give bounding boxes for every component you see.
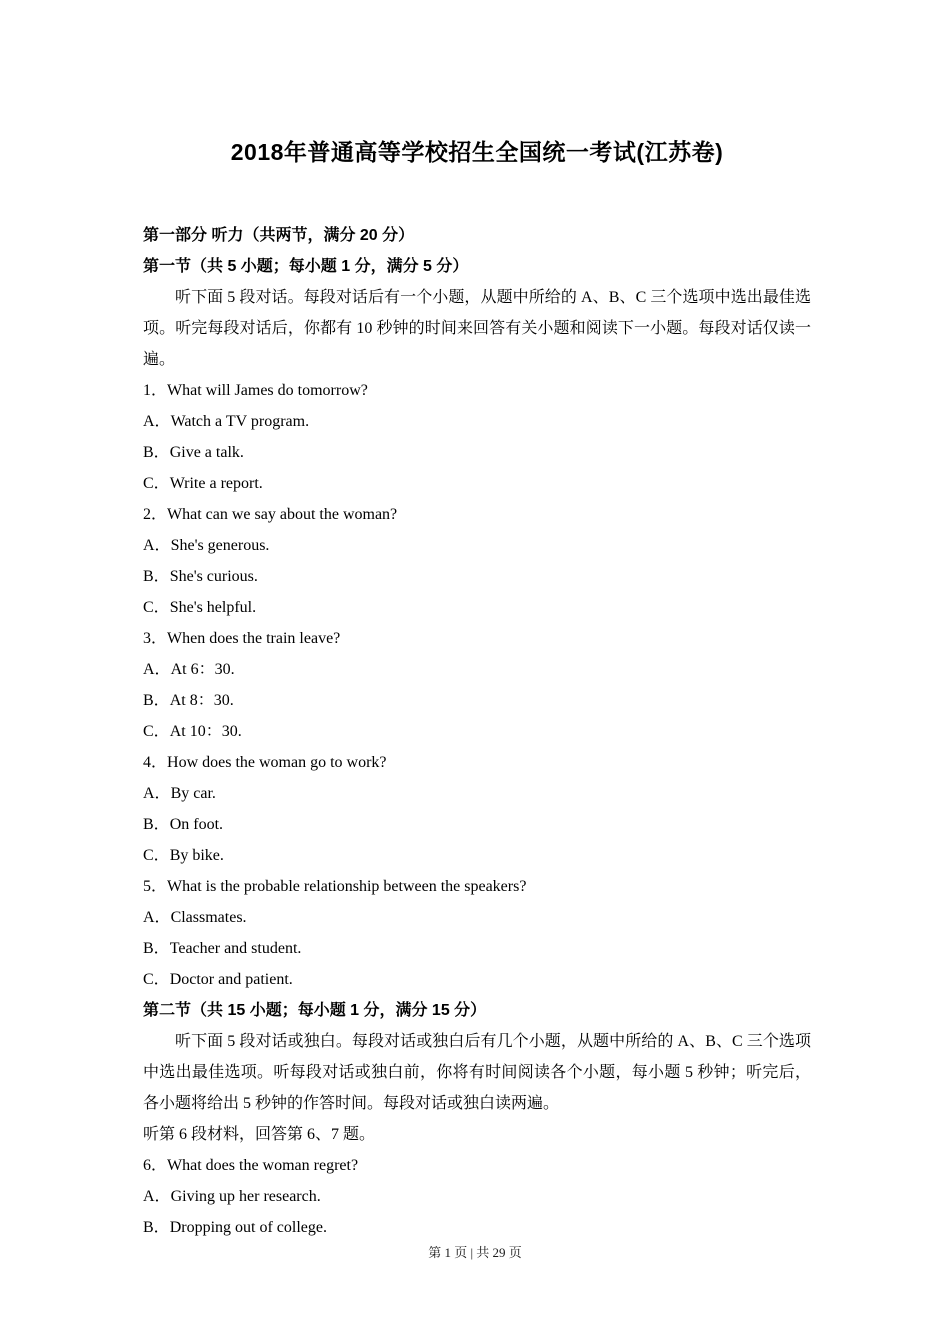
- question-text: What is the probable relationship between the speakers?: [167, 878, 527, 895]
- option-label: C．: [143, 599, 170, 616]
- question-number: 6．: [143, 1157, 168, 1174]
- option-label: A．: [143, 537, 171, 554]
- option-line-4a: [143, 778, 811, 809]
- option-line-3a: [143, 654, 811, 685]
- option-line-5a: [143, 902, 811, 933]
- option-label: C．: [143, 971, 170, 988]
- option-label: A．: [143, 1188, 171, 1205]
- option-text: Giving up her research.: [170, 1188, 321, 1205]
- option-line-2c: [143, 592, 811, 623]
- option-text: Dropping out of college.: [169, 1219, 327, 1236]
- option-label: B．: [143, 1219, 170, 1236]
- option-line-3b: [143, 685, 811, 716]
- option-line-5c: [143, 964, 811, 995]
- option-text: At 8：30.: [169, 692, 234, 709]
- question-text: What will James do tomorrow?: [167, 382, 368, 399]
- part1-heading: 第一部分 听力（共两节，满分 20 分）: [143, 227, 415, 244]
- option-text: By car.: [170, 785, 216, 802]
- option-text: Give a talk.: [169, 444, 244, 461]
- option-label: B．: [143, 444, 170, 461]
- option-text: Classmates.: [170, 909, 247, 926]
- option-label: A．: [143, 909, 171, 926]
- page-title: 2018年普通高等学校招生全国统一考试(江苏卷): [230, 139, 724, 165]
- option-text: Watch a TV program.: [170, 413, 310, 430]
- option-text: At 10：30.: [169, 723, 242, 740]
- option-line-6a: [143, 1181, 811, 1212]
- option-label: C．: [143, 723, 170, 740]
- section1-intro: 听下面 5 段对话。每段对话后有一个小题，从题中所给的 A、B、C 三个选项中选出最佳选项。听完每段对话后，你都有 10 秒钟的时间来回答有关小题和阅读下一小题。每段对话仅读一遍。: [143, 289, 811, 368]
- option-line-5b: [143, 933, 811, 964]
- question-number: 1．: [143, 382, 168, 399]
- option-text: Doctor and patient.: [169, 971, 293, 988]
- document-content: [143, 136, 811, 1243]
- material-6-line: 听第 6 段材料，回答第 6、7 题。: [143, 1126, 376, 1143]
- section2-heading: 第二节（共 15 小题；每小题 1 分，满分 15 分）: [143, 1002, 487, 1019]
- option-line-2a: [143, 530, 811, 561]
- option-line-1b: [143, 437, 811, 468]
- section2-intro: 听下面 5 段对话或独白。每段对话或独白后有几个小题，从题中所给的 A、B、C 三个选项中选出最佳选项。听每段对话或独白前，你将有时间阅读各个小题，每小题 5 秒钟；听完后，各小题将给出 5 秒钟的作答时间。每段对话或独白读两遍。: [143, 1033, 811, 1112]
- option-label: B．: [143, 692, 170, 709]
- option-line-4b: [143, 809, 811, 840]
- question-text: What can we say about the woman?: [167, 506, 398, 523]
- question-line-4: [143, 747, 811, 778]
- option-label: A．: [143, 413, 171, 430]
- question-number: 3．: [143, 630, 168, 647]
- section1-heading: 第一节（共 5 小题；每小题 1 分，满分 5 分）: [143, 258, 469, 275]
- option-label: A．: [143, 661, 171, 678]
- question-text: What does the woman regret?: [167, 1157, 359, 1174]
- question-number: 5．: [143, 878, 168, 895]
- option-label: A．: [143, 785, 171, 802]
- option-label: C．: [143, 847, 170, 864]
- footer-page-indicator: 第 1 页 | 共 29 页: [428, 1245, 522, 1260]
- question-line-5: [143, 871, 811, 902]
- option-line-6b: [143, 1212, 811, 1243]
- question-line-3: [143, 623, 811, 654]
- option-text: By bike.: [169, 847, 224, 864]
- question-line-6: [143, 1150, 811, 1181]
- option-text: She's generous.: [170, 537, 270, 554]
- option-text: She's curious.: [169, 568, 258, 585]
- option-label: B．: [143, 816, 170, 833]
- option-line-4c: [143, 840, 811, 871]
- option-line-2b: [143, 561, 811, 592]
- option-line-1c: [143, 468, 811, 499]
- option-line-1a: [143, 406, 811, 437]
- option-text: At 6：30.: [170, 661, 235, 678]
- option-text: On foot.: [169, 816, 224, 833]
- option-text: Write a report.: [169, 475, 263, 492]
- option-text: She's helpful.: [169, 599, 257, 616]
- option-line-3c: [143, 716, 811, 747]
- question-line-1: [143, 375, 811, 406]
- question-line-2: [143, 499, 811, 530]
- option-label: B．: [143, 568, 170, 585]
- question-text: When does the train leave?: [167, 630, 341, 647]
- question-number: 4．: [143, 754, 168, 771]
- option-label: B．: [143, 940, 170, 957]
- option-label: C．: [143, 475, 170, 492]
- question-number: 2．: [143, 506, 168, 523]
- question-text: How does the woman go to work?: [167, 754, 387, 771]
- option-text: Teacher and student.: [169, 940, 302, 957]
